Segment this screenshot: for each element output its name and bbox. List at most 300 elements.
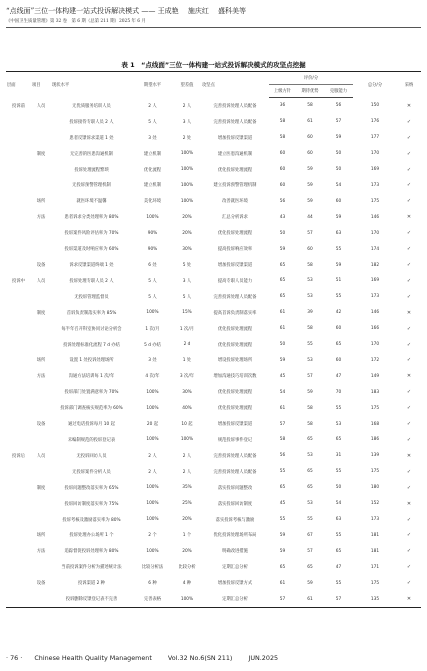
- col-header-score-group: 评价/分: [269, 72, 353, 85]
- row-level: [6, 464, 31, 480]
- row-total: 186: [370, 437, 380, 443]
- row-score-policy: 61: [279, 326, 286, 332]
- table-row: [6, 114, 421, 130]
- row-score-policy: 65: [279, 294, 286, 300]
- row-expected: 1 次/月: [145, 326, 160, 332]
- table-row: [6, 496, 421, 512]
- row-attack: 优化投诉处理流程: [217, 231, 253, 237]
- row-score-capability: 54: [335, 501, 342, 507]
- row-score-advantage: 53: [307, 278, 313, 284]
- row-adopt-mark: ✓: [406, 564, 412, 571]
- row-project: 方法: [36, 549, 46, 555]
- row-target: 比较分析: [178, 565, 196, 571]
- row-score-advantage: 65: [307, 485, 313, 491]
- row-status: 无优质服务培训人员: [72, 103, 111, 109]
- row-level: [6, 337, 31, 353]
- row-expected: 建立机制: [143, 151, 162, 157]
- row-total: 152: [370, 501, 380, 507]
- col-header-project: 项目: [31, 72, 51, 98]
- row-target: 15%: [182, 310, 192, 316]
- table-body: [6, 98, 421, 608]
- row-level: [6, 400, 31, 416]
- row-score-capability: 55: [335, 580, 342, 586]
- row-status: 追踪督促投诉处理率为 80%: [64, 549, 119, 555]
- row-total: 135: [353, 591, 397, 607]
- row-target: 3 人: [182, 278, 192, 284]
- row-score-capability: 51: [335, 278, 342, 284]
- row-total: 177: [370, 135, 380, 141]
- row-adopt-mark: ✓: [406, 118, 412, 125]
- row-score-policy: 61: [279, 580, 286, 586]
- row-score-policy: 56: [279, 198, 286, 204]
- row-score-advantage: 60: [307, 246, 313, 252]
- row-attack: 汇总分析诉求: [222, 215, 248, 221]
- row-total: 171: [370, 564, 380, 570]
- row-status: 沟通方法培训每 1 次/年: [68, 374, 115, 380]
- row-project: [31, 289, 51, 305]
- page-footer: [6, 654, 421, 662]
- row-score-capability: 60: [335, 198, 342, 204]
- row-target: 100%: [180, 198, 194, 204]
- row-total: 170: [370, 151, 380, 157]
- table-row: [6, 480, 421, 496]
- row-target: 3 次/年: [179, 374, 195, 380]
- row-total: 183: [370, 389, 380, 395]
- row-target: 2 人: [182, 469, 192, 475]
- row-target: 20%: [182, 548, 192, 554]
- row-total: 181: [370, 548, 380, 554]
- row-score-policy: 36: [279, 103, 286, 109]
- row-project: 场所: [36, 199, 46, 205]
- row-score-capability: 55: [335, 246, 342, 252]
- table-row: [6, 337, 421, 353]
- row-target: 2 处: [182, 135, 192, 141]
- col-header-target: 望差值: [173, 72, 201, 98]
- row-level: [6, 353, 31, 369]
- row-level: [6, 225, 31, 241]
- table-row: [6, 543, 421, 559]
- table-row: [6, 400, 421, 416]
- row-score-advantage: 59: [307, 389, 313, 395]
- row-score-capability: 65: [335, 342, 342, 348]
- journal-name: Chinese Health Quality Management: [34, 654, 152, 662]
- row-expected: 5 d 办结: [144, 342, 161, 348]
- page-number: · 76 ·: [6, 654, 23, 662]
- row-score-advantage: 65: [307, 437, 313, 443]
- row-status: 投诉渠道及时响应率为 60%: [64, 247, 119, 253]
- table-row: [6, 193, 421, 209]
- attack-point-table: [6, 71, 421, 608]
- row-adopt-mark: ✓: [406, 341, 412, 348]
- row-level: [6, 178, 31, 194]
- row-score-advantage: 57: [307, 230, 313, 236]
- row-level: [6, 527, 31, 543]
- row-attack: 提高专职人员能力: [217, 278, 253, 284]
- col-header-attack: 攻坚点: [201, 72, 269, 98]
- row-project: [31, 496, 51, 512]
- row-score-advantage: 53: [307, 453, 313, 459]
- row-score-policy: 65: [279, 564, 286, 570]
- row-score-capability: 57: [324, 591, 353, 607]
- row-expected: 2 人: [148, 453, 157, 459]
- col-header-score1: 上级方针: [269, 85, 296, 98]
- table-row: [6, 146, 421, 162]
- row-expected: 美化环境: [143, 199, 162, 205]
- row-score-policy: 56: [279, 453, 286, 459]
- row-attack: 优化投诉处理流程: [217, 390, 253, 396]
- row-score-policy: 60: [279, 182, 286, 188]
- row-score-advantage: 55: [307, 342, 313, 348]
- row-total: 175: [370, 580, 380, 586]
- row-project: [31, 400, 51, 416]
- row-status: 投诉部门调查核实规范率为 60%: [60, 406, 123, 412]
- row-expected: 3 处: [148, 358, 157, 364]
- row-attack: 完善投诉处理人员配备: [213, 294, 257, 300]
- row-project: [31, 178, 51, 194]
- row-expected: 100%: [146, 485, 159, 491]
- row-status: 未编制规范的投诉登记表: [67, 437, 116, 443]
- row-status: 就医环境不温馨: [76, 199, 107, 205]
- row-expected: 5 人: [148, 119, 157, 125]
- row-project: 场所: [36, 358, 46, 364]
- row-score-advantage: 57: [307, 373, 313, 379]
- row-score-policy: 58: [279, 135, 286, 141]
- col-header-level: 层面: [6, 72, 31, 98]
- row-project: [31, 130, 51, 146]
- row-expected: 建立机制: [143, 183, 162, 189]
- row-score-advantage: 65: [307, 564, 313, 570]
- row-status: 无投诉案件分析人员: [72, 469, 111, 475]
- row-project: 人员: [36, 278, 46, 284]
- table-row: [6, 512, 421, 528]
- row-total: 173: [370, 517, 380, 523]
- row-expected: 100%: [146, 437, 159, 443]
- row-adopt-mark: ✓: [406, 182, 412, 189]
- row-total: 182: [370, 262, 380, 268]
- row-level: 投诉中: [12, 278, 25, 284]
- row-total: 180: [370, 485, 380, 491]
- row-score-policy: 59: [279, 357, 286, 363]
- row-adopt-mark: ✓: [406, 230, 412, 237]
- row-score-policy: 57: [269, 591, 296, 607]
- row-score-advantage: 44: [307, 214, 313, 220]
- col-header-score3: 克服能力: [324, 85, 353, 98]
- row-level: [6, 193, 31, 209]
- table-row: [6, 178, 421, 194]
- row-level: [6, 289, 31, 305]
- table-row: [6, 464, 421, 480]
- row-target: 35%: [182, 485, 192, 491]
- row-attack: 规范投诉事件登记: [217, 437, 253, 443]
- row-expected: 20 起: [146, 422, 159, 428]
- row-score-capability: 63: [335, 230, 342, 236]
- row-total: 170: [370, 342, 380, 348]
- row-adopt-mark: ✓: [406, 484, 412, 491]
- row-status: 无投诉管理监督员: [74, 294, 109, 300]
- col-header-score2: 期待优势: [296, 85, 324, 98]
- row-project: [31, 512, 51, 528]
- table-row: [6, 241, 421, 257]
- row-adopt-mark: ✓: [406, 246, 412, 253]
- table-row: [6, 432, 421, 448]
- row-expected: 2 人: [148, 469, 157, 475]
- row-project: 制度: [36, 151, 46, 157]
- row-score-capability: 56: [335, 103, 342, 109]
- row-attack: 完善投诉处理人员配备: [213, 469, 257, 475]
- table-row: [6, 162, 421, 178]
- row-level: [6, 480, 31, 496]
- row-level: [6, 384, 31, 400]
- row-attack: 增加投诉反馈渠道: [217, 422, 253, 428]
- row-adopt-mark: ✕: [406, 102, 412, 109]
- row-attack: 落实投诉考核与激励: [215, 517, 255, 523]
- row-score-capability: 50: [335, 167, 342, 173]
- table-row: [6, 305, 421, 321]
- row-score-capability: 59: [335, 262, 342, 268]
- table-row: [6, 98, 421, 114]
- row-score-advantage: 59: [307, 182, 313, 188]
- table-row: [6, 321, 421, 337]
- row-score-capability: 57: [335, 119, 342, 125]
- row-attack: 增设投诉处理场所: [217, 358, 253, 364]
- row-adopt-mark: ✓: [406, 293, 412, 300]
- row-expected: 完善表格: [132, 591, 173, 607]
- row-level: [6, 114, 31, 130]
- row-expected: 5 人: [148, 278, 157, 284]
- row-score-policy: 65: [279, 262, 286, 268]
- row-status: 投诉处理标准化流程 7 d 办结: [63, 342, 120, 348]
- row-total: 176: [370, 119, 380, 125]
- row-attack: 落实投诉回访制度: [217, 501, 253, 507]
- row-score-capability: 59: [335, 135, 342, 141]
- row-adopt-mark: ✕: [406, 500, 412, 507]
- row-target: 20%: [182, 230, 192, 236]
- row-total: 173: [370, 182, 380, 188]
- table-row: [6, 368, 421, 384]
- row-expected: 6 处: [148, 263, 157, 269]
- row-adopt-mark: ✓: [406, 548, 412, 555]
- row-level: [6, 209, 31, 225]
- row-status: 通过电话投诉每月 10 起: [68, 422, 115, 428]
- running-header-citation: 《中国卫生质量管理》第 32 卷 第 6 期（总第 211 期）2025 年 6 月: [6, 19, 146, 24]
- row-level: [6, 257, 31, 273]
- row-status: 投诉回访制度落实率为 75%: [64, 501, 119, 507]
- row-score-policy: 45: [279, 501, 286, 507]
- row-score-capability: 60: [335, 357, 342, 363]
- row-attack: 增加投诉反馈渠道: [217, 135, 253, 141]
- row-target: 30%: [182, 246, 192, 252]
- row-status: 投诉渠道 2 种: [78, 581, 105, 587]
- row-score-advantage: 39: [307, 310, 313, 316]
- row-total: 146: [370, 214, 380, 220]
- row-status: 患者反馈诉求渠道 1 处: [69, 135, 114, 141]
- row-score-advantage: 59: [307, 580, 313, 586]
- col-header-expected: 期望水平: [132, 72, 173, 98]
- row-attack: 明确改进措施: [222, 549, 248, 555]
- row-expected: 2 人: [148, 103, 157, 109]
- row-score-advantage: 53: [307, 357, 313, 363]
- table-row: [6, 273, 421, 289]
- row-status: 投诉处理办公场所 1 个: [69, 533, 114, 539]
- row-target: 2 d: [183, 342, 191, 348]
- row-expected: 100%: [146, 548, 159, 554]
- row-score-capability: 31: [335, 453, 342, 459]
- row-attack: 优化投诉处理流程: [217, 342, 253, 348]
- row-attack: 增加投诉反馈方式: [217, 581, 253, 587]
- row-level: [6, 496, 31, 512]
- row-score-policy: 65: [279, 485, 286, 491]
- row-attack: 定期汇总分析: [222, 565, 248, 571]
- row-status: 首诉负责制落实率为 85%: [66, 310, 117, 316]
- row-score-advantage: 57: [307, 548, 313, 554]
- row-score-advantage: 55: [307, 517, 313, 523]
- row-project: 制度: [36, 310, 46, 316]
- row-project: [31, 321, 51, 337]
- col-header-total: 总分/分: [353, 72, 397, 98]
- row-expected: 4 次/年: [145, 374, 160, 380]
- row-score-policy: 59: [279, 532, 286, 538]
- row-score-advantage: 60: [307, 135, 313, 141]
- row-score-policy: 43: [279, 214, 286, 220]
- row-target: 5 人: [182, 294, 192, 300]
- row-status: 投诉处理专职人员 2 人: [69, 278, 114, 284]
- row-target: 3 人: [182, 119, 192, 125]
- row-level: [6, 241, 31, 257]
- row-score-advantage: 59: [307, 198, 313, 204]
- row-expected: 比较分析法: [141, 565, 164, 571]
- row-expected: 2 个: [148, 533, 157, 539]
- row-score-policy: 58: [279, 119, 286, 125]
- row-adopt-mark: ✓: [406, 405, 412, 412]
- row-total: 169: [370, 167, 380, 173]
- row-target: 1 次/月: [179, 326, 195, 332]
- row-attack: 提高首诉负责制落实率: [213, 310, 257, 316]
- row-score-policy: 55: [279, 469, 286, 475]
- table-row: [6, 130, 421, 146]
- row-score-policy: 60: [279, 151, 286, 157]
- row-adopt-mark: ✓: [406, 150, 412, 157]
- row-score-advantage: 61: [296, 591, 324, 607]
- row-status: 无完善的医患沟通机制: [70, 151, 113, 157]
- row-score-advantage: 58: [307, 262, 313, 268]
- row-score-policy: 65: [279, 278, 286, 284]
- row-attack: 建立投诉预警管理机制: [213, 183, 257, 189]
- row-adopt-mark: ✓: [406, 325, 412, 332]
- row-attack: 完善投诉处理人员配备: [213, 453, 257, 459]
- row-level: [6, 162, 31, 178]
- row-level: [6, 512, 31, 528]
- table-caption: 表 1 “点线面”三位一体构建一站式投诉解决模式的攻坚点挖掘: [121, 61, 306, 69]
- row-adopt-mark: ✕: [406, 373, 412, 380]
- row-expected: 100%: [146, 389, 159, 395]
- table-row: [6, 559, 421, 575]
- row-adopt-mark: ✓: [406, 262, 412, 269]
- row-total: 150: [370, 103, 380, 109]
- table-row: [6, 591, 421, 607]
- row-score-policy: 50: [279, 342, 286, 348]
- row-attack: 完善投诉处理人员配备: [213, 119, 257, 125]
- row-level: [6, 146, 31, 162]
- row-adopt-mark: ✕: [397, 591, 421, 607]
- row-project: 设备: [36, 422, 46, 428]
- row-project: [31, 241, 51, 257]
- row-score-advantage: 60: [307, 151, 313, 157]
- row-level: [6, 130, 31, 146]
- row-score-capability: 65: [335, 548, 342, 554]
- row-target: 5 处: [182, 263, 192, 269]
- row-total: 168: [370, 421, 380, 427]
- row-score-policy: 61: [279, 310, 286, 316]
- row-expected: 100%: [146, 214, 159, 220]
- row-target: 40%: [182, 405, 192, 411]
- row-expected: 优化流程: [143, 167, 162, 173]
- row-adopt-mark: ✓: [406, 516, 412, 523]
- row-adopt-mark: ✕: [406, 214, 412, 221]
- row-score-capability: 70: [335, 389, 342, 395]
- row-adopt-mark: ✓: [406, 421, 412, 428]
- row-attack: 优化投诉处理场所布局: [213, 533, 257, 539]
- row-target: 25%: [182, 501, 192, 507]
- row-project: [31, 337, 51, 353]
- row-adopt-mark: ✓: [406, 580, 412, 587]
- table-row: [6, 353, 421, 369]
- row-project: [31, 114, 51, 130]
- row-adopt-mark: ✓: [406, 436, 412, 443]
- row-score-advantage: 61: [307, 119, 313, 125]
- row-status: 投诉部门处置满意率为 70%: [64, 390, 119, 396]
- row-score-capability: 50: [335, 485, 342, 491]
- table-row: [6, 416, 421, 432]
- row-score-advantage: 65: [307, 469, 313, 475]
- row-adopt-mark: ✓: [406, 134, 412, 141]
- row-adopt-mark: ✓: [406, 357, 412, 364]
- row-score-capability: 54: [335, 182, 342, 188]
- row-level: [6, 368, 31, 384]
- row-level: [6, 591, 31, 607]
- table-row: [6, 289, 421, 305]
- row-level: 投诉前: [12, 103, 25, 109]
- row-level: [6, 321, 31, 337]
- row-target: 1 个: [182, 533, 192, 539]
- row-score-advantage: 58: [307, 421, 313, 427]
- row-project: [31, 384, 51, 400]
- row-attack: 完善投诉处理人员配备: [213, 103, 257, 109]
- row-score-capability: 55: [335, 469, 342, 475]
- table-row: [6, 209, 421, 225]
- row-score-policy: 58: [279, 437, 286, 443]
- row-expected: 100%: [146, 405, 159, 411]
- row-score-capability: 47: [335, 564, 342, 570]
- table-row: [6, 575, 421, 591]
- row-total: 149: [370, 373, 380, 379]
- row-score-policy: 61: [279, 405, 286, 411]
- row-score-capability: 47: [335, 373, 342, 379]
- row-project: 场所: [36, 533, 46, 539]
- row-score-advantage: 53: [307, 294, 313, 300]
- row-attack: 增加投诉反馈渠道: [217, 263, 253, 269]
- row-score-policy: 55: [279, 517, 286, 523]
- row-adopt-mark: ✓: [406, 166, 412, 173]
- row-project: [31, 225, 51, 241]
- col-header-adopt: 采纳: [397, 72, 421, 98]
- row-status: 设置 1 处投诉处理场所: [69, 358, 114, 364]
- row-project: 方法: [36, 215, 46, 221]
- row-adopt-mark: ✓: [406, 198, 412, 205]
- row-status: 投诉案件风险评估率为 70%: [64, 231, 119, 237]
- row-total: 175: [370, 405, 380, 411]
- row-project: [31, 559, 51, 575]
- row-status: 无投诉预警管理机制: [72, 183, 111, 189]
